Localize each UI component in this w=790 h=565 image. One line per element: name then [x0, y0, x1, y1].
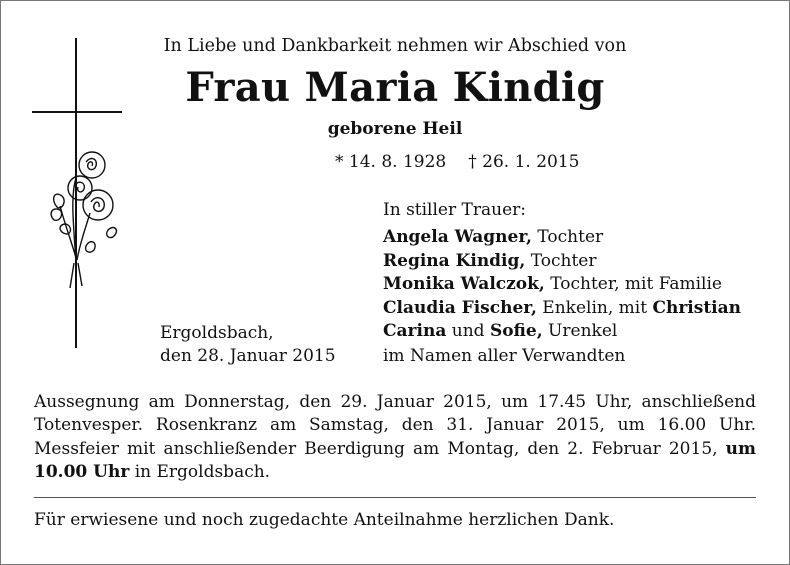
notice-date: den 28. Januar 2015 [160, 346, 336, 366]
deceased-name: Frau Maria Kindig [185, 64, 605, 111]
intro-line: In Liebe und Dankbarkeit nehmen wir Abschied von [163, 36, 627, 56]
mourner-row: Carina und Sofie, Urenkel [383, 321, 618, 341]
mourners-list [383, 226, 741, 344]
mourner-row: Monika Walczok, Tochter, mit Familie [383, 274, 722, 294]
birth-name: geborene Heil [327, 119, 463, 139]
death-date: † 26. 1. 2015 [468, 152, 580, 172]
mourner-row: Claudia Fischer, Enkelin, mit Christian [383, 297, 742, 318]
place: Ergoldsbach, [160, 323, 274, 343]
thanks-line: Für erwiesene und noch zugedachte Anteilnahme herzlichen Dank. [34, 510, 615, 530]
mourning-header: In stiller Trauer: [383, 200, 526, 220]
birth-date: * 14. 8. 1928 [335, 152, 447, 172]
family-line: im Namen aller Verwandten [383, 346, 626, 366]
mourner-row: Angela Wagner, Tochter [383, 227, 604, 247]
service-details: Aussegnung am Donnerstag, den 29. Januar 2015, um 17.45 Uhr, anschließend Totenvesper. Rosenkranz am Samstag, den 31. Januar 2015, um 16.00 Uhr. Messfeier mit anschließender Beerdigung am Montag, den 2. Februar 2015, um 10.00 Uhr in Ergoldsbach. [34, 392, 757, 482]
mourner-row: Regina Kindig, Tochter [383, 250, 597, 271]
life-dates [335, 151, 579, 173]
divider [34, 497, 756, 498]
